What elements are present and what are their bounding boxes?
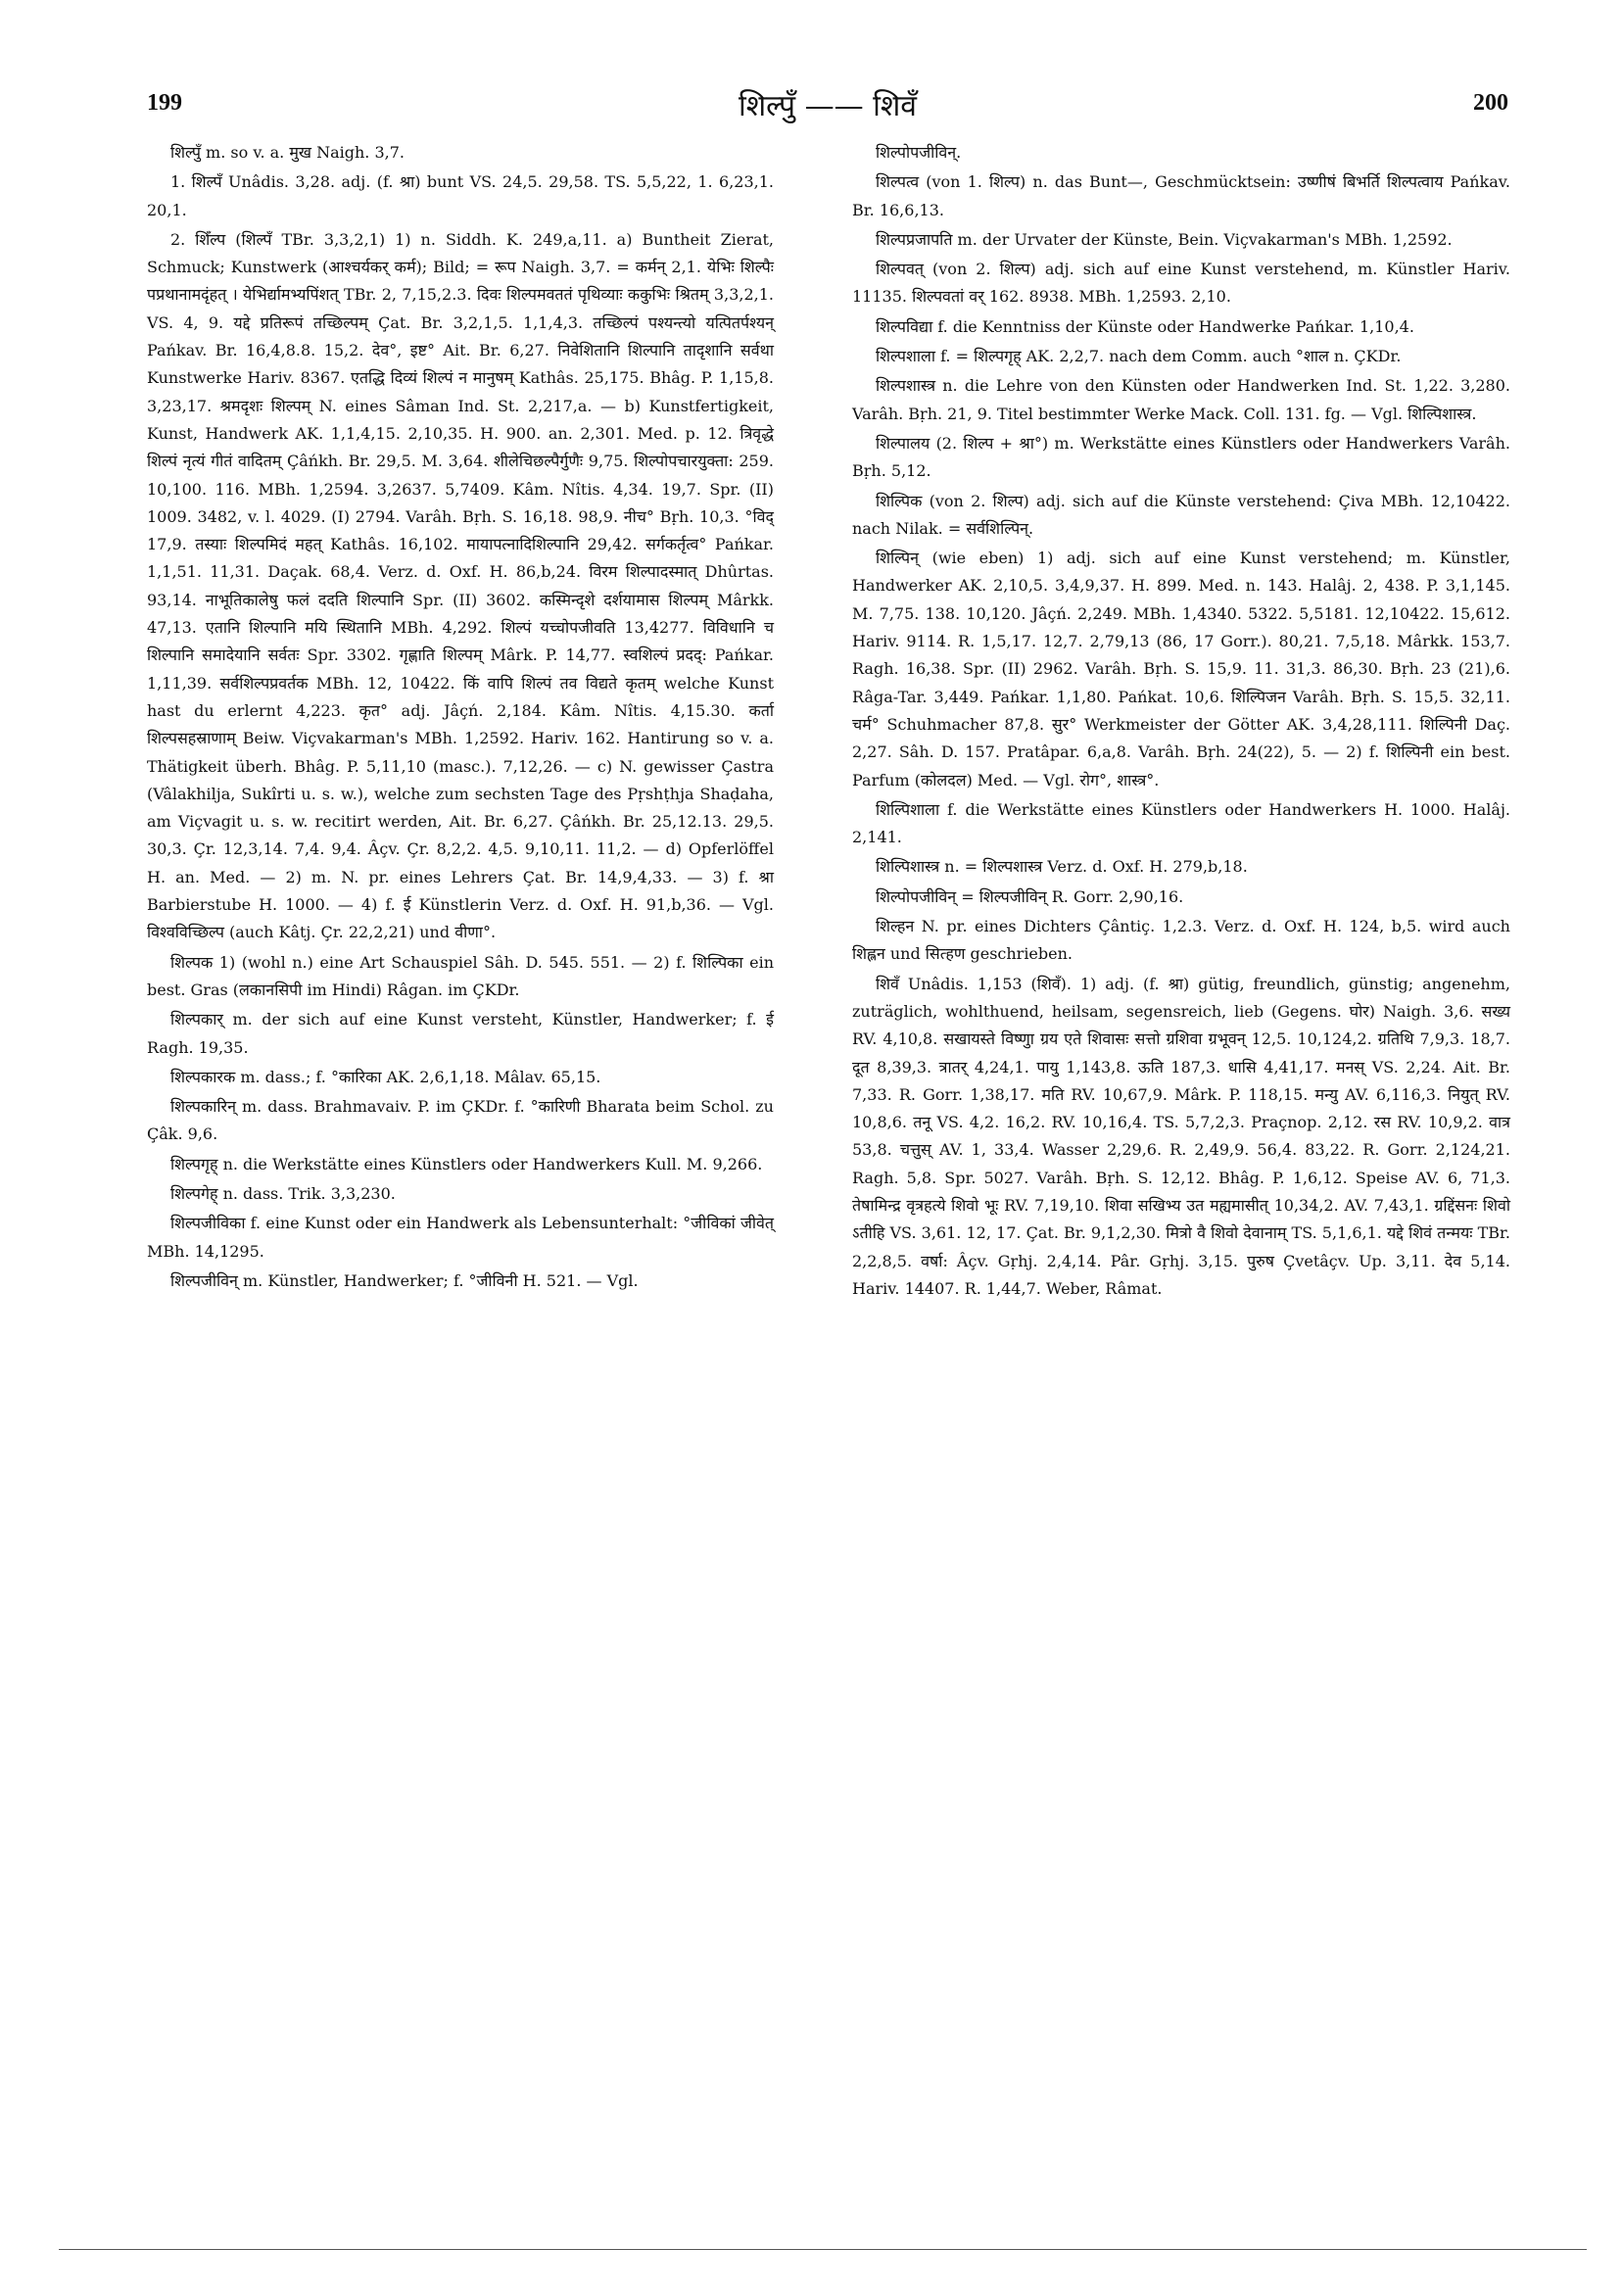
- dictionary-entry: शिल्पशाला f. = शिल्पगृह् AK. 2,2,7. nach dem Comm. auch °शाल n. ÇKDr.: [876, 347, 1402, 366]
- dictionary-entry: शिल्पविद्या f. die Kenntniss der Künste oder Handwerke Pańkar. 1,10,4.: [876, 316, 1414, 336]
- dictionary-entry: शिल्पोपजीविन् = शिल्पजीविन् R. Gorr. 2,90,16.: [876, 886, 1184, 906]
- dictionary-entry: शिल्पवत् (von 2. शिल्प) adj. sich auf eine Kunst verstehend, m. Künstler Hariv. 11135. शिल्पवतां वर् 162. 8938. MBh. 1,2593. 2,10.: [852, 260, 1510, 307]
- dictionary-entry: शिवँ Unâdis. 1,153 (शिवँ). 1) adj. (f. श्रा) gütig, freundlich, günstig; angenehm, zuträglich, wohlthuend, heilsam, segensreich, lieb (Gegens. घोर) Naigh. 3,6. सख्य RV. 4,10,8. सखायस्ते विष्णुा ग्रय एते शिवासः सत्तो ग्रशिवा ग्रभूवन् 12,5. 10,124,2. ग्रतिथि 7,9,3. 18,7. दूत 8,39,3. त्रातर् 4,24,1. पायु 1,143,8. ऊति 187,3. धासि 4,41,17. मनस् VS. 2,24. Ait. Br. 7,33. R. Gorr. 1,38,17. मति RV. 10,67,9. Mârk. P. 118,15. मन्यु AV. 6,116,3. नियुत् RV. 10,8,6. तनू VS. 4,2. 16,2. RV. 10,16,4. TS. 5,7,2,3. Praçnop. 2,12. रस RV. 10,9,2. वात्र 53,8. चत्तुस् AV. 1, 33,4. Wasser 2,29,6. R. 2,49,9. 56,4. 83,22. R. Gorr. 2,124,21. Ragh. 5,8. Spr. 5027. Varâh. Bṛh. S. 12,12. Bhâg. P. 1,6,12. Speise AV. 6, 71,3. तेषामिन्द्र वृत्रहत्ये शिवो भूः RV. 7,19,10. शिवा सखिभ्य उत मह्यमासीत् 10,34,2. AV. 7,43,1. ग्रद्दिंसनः शिवो ऽतीहि VS. 3,61. 12, 17. Çat. Br. 9,1,2,30. मित्रो वै शिवो देवानाम् TS. 5,1,6,1. यद्दे शिवं तन्मयः TBr. 2,2,8,5. वर्षा: Âçv. Gṛhj. 2,4,14. Pâr. Gṛhj. 3,15. पुरुष Çvetâçv. Up. 3,11. देव 5,14. Hariv. 14407. R. 1,44,7. Weber, Râmat.: [852, 974, 1510, 1298]
- left-column: [147, 139, 774, 1297]
- dictionary-entry: शिल्पशास्त्र n. die Lehre von den Künsten oder Handwerken Ind. St. 1,22. 3,280. Varâh. Bṛh. 21, 9. Titel bestimmter Werke Mack. Coll. 131. fg. — Vgl. शिल्पिशास्त्र.: [852, 376, 1510, 423]
- dictionary-entry: शिल्पप्रजापति m. der Urvater der Künste, Bein. Viçvakarman's MBh. 1,2592.: [876, 229, 1453, 249]
- footer-rule: [59, 2249, 1587, 2250]
- dictionary-entry: शिल्पकारक m. dass.; f. °कारिका AK. 2,6,1,18. Mâlav. 65,15.: [170, 1067, 601, 1086]
- right-column: [852, 139, 1510, 1305]
- dictionary-entry: शिल्पकार् m. der sich auf eine Kunst versteht, Künstler, Handwerker; f. ई Ragh. 19,35.: [147, 1010, 774, 1057]
- dictionary-entry: शिल्पिन् (wie eben) 1) adj. sich auf eine Kunst verstehend; m. Künstler, Handwerker AK. 2,10,5. 3,4,9,37. H. 899. Med. n. 143. Halâj. 2, 438. P. 3,1,145. M. 7,75. 138. 10,120. Jâçń. 2,249. MBh. 1,4340. 5322. 5,5181. 12,10422. 15,612. Hariv. 9114. R. 1,5,17. 12,7. 2,79,13 (86, 17 Gorr.). 80,21. 7,5,18. Mârkk. 153,7. Ragh. 16,38. Spr. (II) 2962. Varâh. Bṛh. S. 15,9. 11. 31,3. 86,30. Bṛh. 23 (21),6. Râga-Tar. 3,449. Pańkar. 1,1,80. Pańkat. 10,6. शिल्पिजन Varâh. Bṛh. S. 15,5. 32,11. चर्म° Schuhmacher 87,8. सुर° Werkmeister der Götter AK. 3,4,28,111. शिल्पिनी Daç. 2,27. Sâh. D. 157. Pratâpar. 6,a,8. Varâh. Bṛh. 24(22), 5. — 2) f. शिल्पिनी ein best. Parfum (कोलदल) Med. — Vgl. रोग°, शास्त्र°.: [852, 549, 1510, 789]
- dictionary-entry: शिल्पजीविका f. eine Kunst oder ein Handwerk als Lebensunterhalt: °जीविकां जीवेत् MBh. 14,1295.: [147, 1214, 774, 1261]
- dictionary-entry: शिल्पालय (2. शिल्प + श्रा°) m. Werkstätte eines Künstlers oder Handwerkers Varâh. Bṛh. 5,12.: [852, 433, 1510, 481]
- dictionary-entry: शिल्पजीविन् m. Künstler, Handwerker; f. °जीविनी H. 521. — Vgl.: [170, 1270, 639, 1290]
- dictionary-entry: 2. शिँल्प (शिल्पँ TBr. 3,3,2,1) 1) n. Siddh. K. 249,a,11. a) Buntheit Zierat, Schmuck; Kunstwerk (आश्चर्यकर् कर्म); Bild; = रूप Naigh. 3,7. = कर्मन् 2,1. येभिः शिल्पैः पप्रथानामदृंहत् । येभिर्द्यामभ्यपिंशत् TBr. 2, 7,15,2.3. दिवः शिल्पमवततं पृथिव्याः ककुभिः श्रितम् 3,3,2,1. VS. 4, 9. यद्दे प्रतिरूपं तच्छिल्पम् Çat. Br. 3,2,1,5. 1,1,4,3. तच्छिल्पं पश्यन्त्यो यत्पितर्पश्यन् Pańkav. Br. 16,4,8.8. 15,2. देव°, इष्ट° Ait. Br. 6,27. निवेशितानि शिल्पानि तादृशानि सर्वथा Kunstwerke Hariv. 8367. एतद्धि दिव्यं शिल्पं न मानुषम् Kathâs. 25,175. Bhâg. P. 1,15,8. 3,23,17. श्रमदृशः शिल्पम् N. eines Sâman Ind. St. 2,217,a. — b) Kunstfertigkeit, Kunst, Handwerk AK. 1,1,4,15. 2,10,35. H. 900. an. 2,301. Med. p. 12. त्रिवृद्धे शिल्पं नृत्यं गीतं वादितम् Çâńkh. Br. 29,5. M. 3,64. शीलेचिछल्पैर्गुणैः 9,75. शिल्पोपचारयुक्ता: 259. 10,100. 116. MBh. 1,2594. 3,2637. 5,7409. Kâm. Nîtis. 4,34. 19,7. Spr. (II) 1009. 3482, v. l. 4029. (I) 2794. Varâh. Bṛh. S. 16,18. 98,9. नीच° Bṛh. 10,3. °विद् 17,9. तस्याः शिल्पमिदं महत् Kathâs. 16,102. मायापत्नादिशिल्पानि 29,42. सर्गकर्तृत्व° Pańkar. 1,1,51. 11,31. Daçak. 68,4. Verz. d. Oxf. H. 86,b,24. विरम शिल्पादस्मात् Dhûrtas. 93,14. नाभूतिकालेषु फलं ददति शिल्पानि Spr. (II) 3602. कस्मिन्दृशे दर्शयामास शिल्पम् Mârkk. 47,13. एतानि शिल्पानि मयि स्थितानि MBh. 4,292. शिल्पं यच्चोपजीवति 13,4277. विविधानि च शिल्पानि समादेयानि सर्वतः Spr. 3302. गृह्णाति शिल्पम् Mârk. P. 14,77. स्वशिल्पं प्रदद्: Pańkar. 1,11,39. सर्वशिल्पप्रवर्तक MBh. 12, 10422. किं वापि शिल्पं तव विद्यते कृतम् welche Kunst hast du erlernt 4,223. कृत° adj. Jâçń. 2,184. Kâm. Nîtis. 4,15.30. कर्ता शिल्पसहस्राणाम् Beiw. Viçvakarman's MBh. 1,2592. Hariv. 162. Hantirung so v. a. Thätigkeit überh. Bhâg. P. 5,11,10 (masc.). 7,12,26. — c) N. gewisser Çastra (Vâlakhilja, Sukîrti u. s. w.), welche zum sechsten Tage des Pṛshṭhja Shaḍaha, am Viçvagit u. s. w. recitirt werden, Ait. Br. 6,27. Çâńkh. Br. 25,12.13. 29,5. 30,3. Çr. 12,3,14. 7,4. 9,4. Âçv. Çr. 8,2,2. 4,5. 9,10,11. 11,2. — d) Opferlöffel H. an. Med. — 2) m. N. pr. eines Lehrers Çat. Br. 14,9,4,33. — 3) f. श्रा Barbierstube H. 1000. — 4) f. ई Künstlerin Verz. d. Oxf. H. 91,b,36. — Vgl. विश्वविच्छिल्प (auch Kâtj. Çr. 22,2,21) und वीणा°.: [147, 229, 774, 942]
- page-header: [147, 90, 1508, 129]
- page-number-left: 199: [147, 90, 182, 116]
- dictionary-entry: शिल्पिशास्त्र n. = शिल्पशास्त्र Verz. d. Oxf. H. 279,b,18.: [876, 857, 1248, 877]
- dictionary-entry: शिल्पोपजीविन्.: [876, 143, 962, 162]
- dictionary-entry: शिल्पुँ m. so v. a. मुख Naigh. 3,7.: [170, 143, 406, 162]
- dictionary-entry: शिल्पगेह् n. dass. Trik. 3,3,230.: [170, 1183, 396, 1203]
- dictionary-entry: शिल्पत्व (von 1. शिल्प) n. das Bunt—, Geschmücktsein: उष्णीषं बिभर्ति शिल्पत्वाय Pańkav. Br. 16,6,13.: [852, 172, 1510, 219]
- dictionary-entry: 1. शिल्पँ Unâdis. 3,28. adj. (f. श्रा) bunt VS. 24,5. 29,58. TS. 5,5,22, 1. 6,23,1. 20,1.: [147, 172, 774, 219]
- dictionary-entry: शिल्पकारिन् m. dass. Brahmavaiv. P. im ÇKDr. f. °कारिणी Bharata beim Schol. zu Çâk. 9,6.: [147, 1097, 774, 1144]
- running-head: शिल्पुँ —— शिवँ: [738, 89, 917, 123]
- dictionary-entry: शिल्पक 1) (wohl n.) eine Art Schauspiel Sâh. D. 545. 551. — 2) f. शिल्पिका ein best. Gras (लकानसिपी im Hindi) Râgan. im ÇKDr.: [147, 952, 774, 999]
- dictionary-entry: शिल्पिक (von 2. शिल्प) adj. sich auf die Künste verstehend: Çiva MBh. 12,10422. nach Nilak. = सर्वशिल्पिन्.: [852, 491, 1510, 538]
- dictionary-entry: शिल्हन N. pr. eines Dichters Çântiç. 1,2.3. Verz. d. Oxf. H. 124, b,5. wird auch शिह्लन und सित्हण geschrieben.: [852, 917, 1510, 964]
- page-number-right: 200: [1473, 90, 1508, 116]
- dictionary-entry: शिल्पगृह् n. die Werkstätte eines Künstlers oder Handwerkers Kull. M. 9,266.: [170, 1154, 763, 1173]
- dictionary-entry: शिल्पिशाला f. die Werkstätte eines Künstlers oder Handwerkers H. 1000. Halâj. 2,141.: [852, 799, 1510, 847]
